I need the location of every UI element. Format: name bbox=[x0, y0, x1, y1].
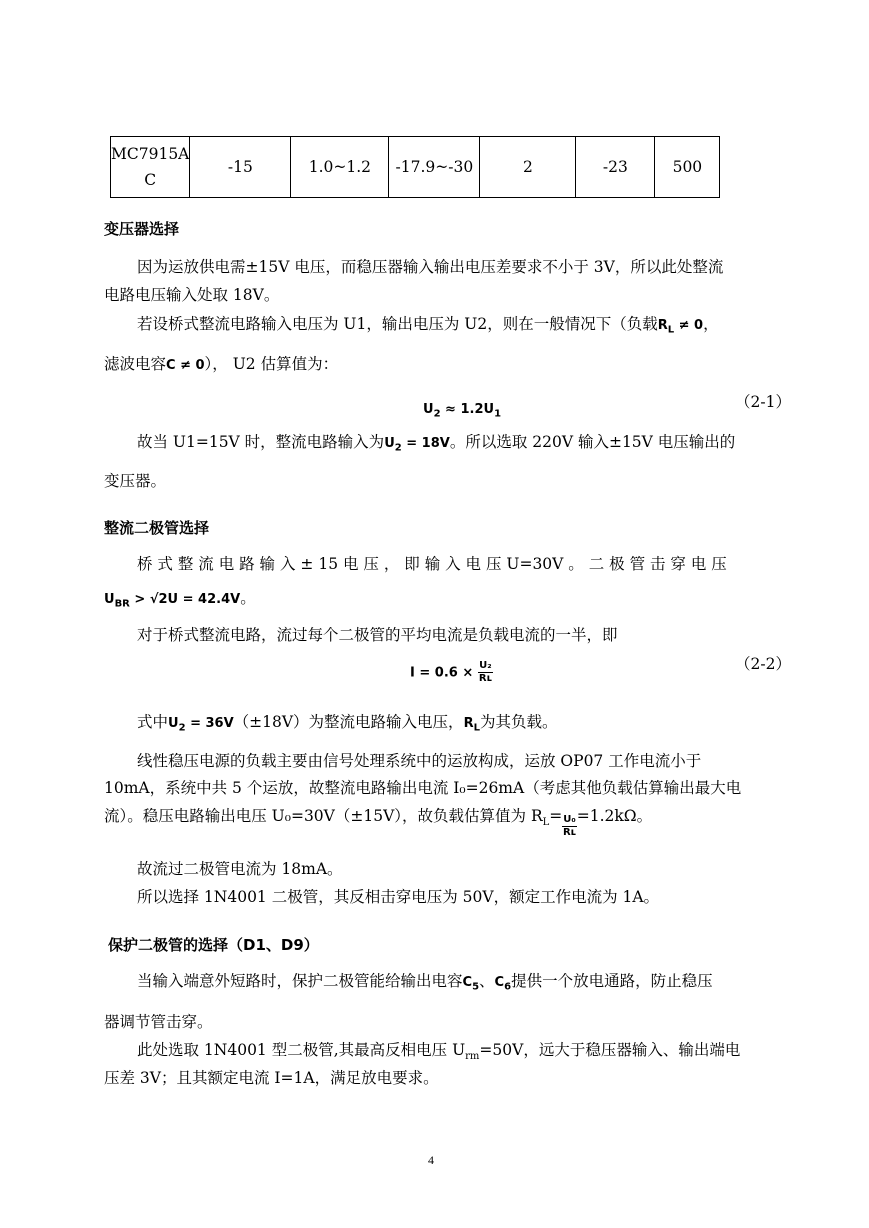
table-cell: -23 bbox=[576, 137, 655, 198]
paragraph-line bbox=[137, 314, 719, 341]
page-number: 4 bbox=[428, 1153, 434, 1167]
text-span: =1.2kΩ。 bbox=[576, 807, 653, 825]
table-cell: 500 bbox=[655, 137, 720, 198]
paragraph-line bbox=[137, 971, 713, 998]
fraction: $\frac{\text{U₀}}{\text{Rʟ}}$ bbox=[562, 814, 577, 838]
math-c-neq-0: C ≠ 0 bbox=[166, 358, 205, 373]
paragraph-line: 流）。稳压电路输出电压 U₀=30V（±15V），故负载估算值为 $R_L=$ $\frac{\text{U₀}}{\text{Rʟ}}$ =1.2kΩ。 bbox=[104, 807, 653, 838]
math-ubr: $U_{BR} > √2U = 42.4V$ bbox=[104, 592, 241, 610]
math-u2-36v: $U_2 = 36V$ bbox=[168, 716, 234, 734]
equation-number: （2-2） bbox=[735, 655, 791, 673]
paragraph-line: 压差 3V；且其额定电流 I=1A，满足放电要求。 bbox=[104, 1069, 439, 1087]
text-span: =50V，远大于稳压器输入、输出端电 bbox=[479, 1041, 741, 1059]
text-span: 此处选取 1N4001 型二极管,其最高反相电压 U bbox=[137, 1041, 466, 1059]
model-line2: C bbox=[144, 171, 157, 189]
paragraph-line: 变压器。 bbox=[104, 472, 167, 490]
text-span: 提供一个放电通路，防止稳压 bbox=[511, 972, 713, 990]
paragraph-line: 所以选择 1N4001 二极管，其反相击穿电压为 50V，额定工作电流为 1A。 bbox=[137, 888, 660, 906]
table-cell: -15 bbox=[190, 137, 291, 198]
paragraph-line: 线性稳压电源的负载主要由信号处理系统中的运放构成，运放 OP07 工作电流小于 bbox=[137, 752, 702, 770]
math-rl-neq-0: $R_L \ne 0$ bbox=[657, 318, 704, 336]
paragraph-line: 桥 式 整 流 电 路 输 入 ± 15 电 压 ， 即 输 入 电 压 U=30V 。 二 极 管 击 穿 电 压 bbox=[137, 555, 727, 573]
paragraph-line bbox=[137, 432, 735, 459]
math-rl: $R_L$ bbox=[463, 716, 480, 734]
paragraph-line: 故流过二极管电流为 18mA。 bbox=[137, 860, 343, 878]
table-cell: 2 bbox=[480, 137, 576, 198]
equation-2-1: $U_2 \approx 1.2U_1$ bbox=[423, 402, 502, 420]
regulator-table bbox=[110, 136, 720, 198]
paragraph-line: 因为运放供电需±15V 电压，而稳压器输入输出电压差要求不小于 3V，所以此处整流 bbox=[137, 258, 724, 276]
section-heading-rectifier: 整流二极管选择 bbox=[104, 519, 210, 537]
table-cell-model bbox=[111, 137, 190, 198]
text-span: 、 bbox=[479, 972, 495, 990]
equation-2-2: I = 0.6 × $\frac{\text{U₂}}{\text{Rʟ}}$ bbox=[410, 660, 492, 684]
text-span: 若设桥式整流电路输入电压为 U1，输出电压为 U2，则在一般情况下（负载 bbox=[137, 315, 658, 333]
math-c6: $C_6$ bbox=[494, 975, 512, 993]
table-row bbox=[111, 137, 720, 198]
math-u2-18v: $U_2 = 18V$ bbox=[384, 436, 450, 454]
text-span: （±18V）为整流电路输入电压， bbox=[233, 713, 464, 731]
section-heading-transformer: 变压器选择 bbox=[104, 220, 180, 238]
paragraph-line: 10mA，系统中共 5 个运放，故整流电路输出电流 I₀=26mA（考虑其他负载估算输出最大电 bbox=[104, 779, 742, 797]
paragraph-line: 对于桥式整流电路，流过每个二极管的平均电流是负载电流的一半，即 bbox=[137, 626, 618, 644]
table-cell: 1.0~1.2 bbox=[291, 137, 389, 198]
text-span: 滤波电容 bbox=[104, 355, 167, 373]
table-cell: -17.9~-30 bbox=[389, 137, 480, 198]
text-span: 流）。稳压电路输出电压 U₀=30V（±15V），故负载估算值为 R bbox=[104, 807, 543, 825]
text-span: ）， U2 估算值为： bbox=[204, 355, 339, 373]
paragraph-line: 电路电压输入处取 18V。 bbox=[104, 286, 280, 304]
text-span: 。所以选取 220V 输入±15V 电压输出的 bbox=[449, 433, 736, 451]
equation-number: （2-1） bbox=[735, 393, 791, 411]
fraction: $\frac{\text{U₂}}{\text{Rʟ}}$ bbox=[478, 660, 492, 684]
section-heading-protection-diode: 保护二极管的选择（D1、D9） bbox=[108, 936, 319, 954]
paragraph-line bbox=[137, 712, 557, 739]
text-span: 当输入端意外短路时，保护二极管能给输出电容 bbox=[137, 972, 463, 990]
text-span: 式中 bbox=[137, 713, 169, 731]
math-c5: $C_5$ bbox=[462, 975, 480, 993]
paragraph-line: 此处选取 1N4001 型二极管,其最高反相电压 $U_{rm}=50V$，远大于稳压器输入、输出端电 bbox=[137, 1041, 741, 1063]
paragraph-line bbox=[104, 588, 256, 615]
model-line1: MC7915A bbox=[111, 145, 190, 163]
text-span: ， bbox=[703, 315, 719, 333]
paragraph-line bbox=[104, 354, 338, 376]
text-span: 。 bbox=[240, 589, 256, 607]
paragraph-line: 器调节管击穿。 bbox=[104, 1013, 213, 1031]
text-span: 故当 U1=15V 时，整流电路输入为 bbox=[137, 433, 385, 451]
text-span: 为其负载。 bbox=[479, 713, 558, 731]
